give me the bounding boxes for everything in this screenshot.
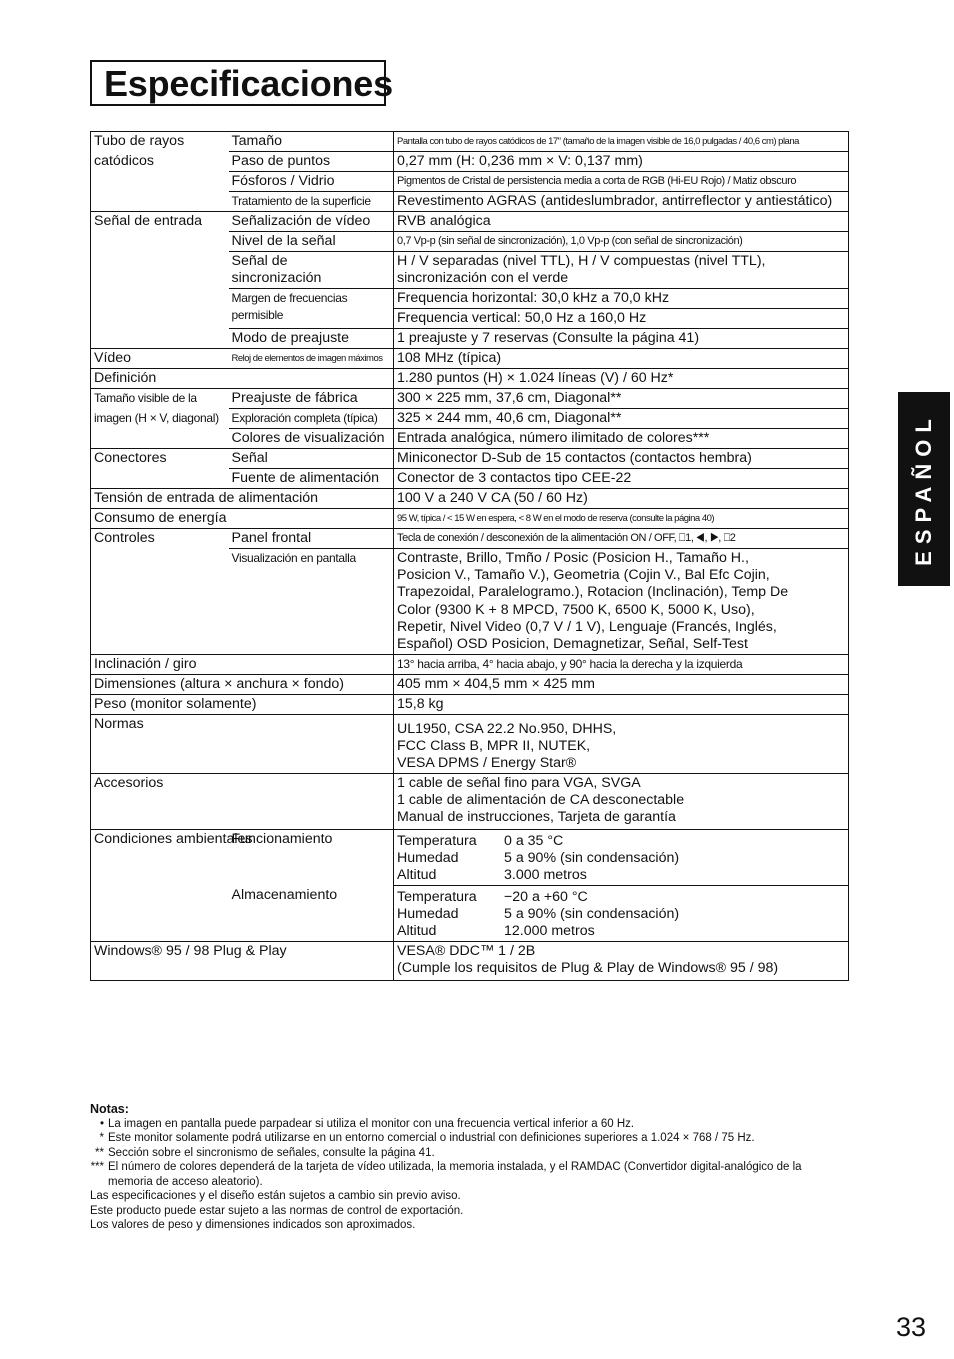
- env-key: Humedad: [397, 906, 459, 923]
- row-label: Normas: [91, 715, 394, 774]
- row-value: 15,8 kg: [394, 695, 849, 715]
- table-row: [91, 449, 849, 469]
- row-value: [394, 715, 849, 774]
- table-row: [91, 695, 849, 715]
- row-sublabel: Modo de preajuste: [229, 329, 394, 349]
- note-marker: *: [99, 1132, 104, 1144]
- table-row: [91, 675, 849, 695]
- row-value: Conector de 3 contactos tipo CEE-22: [394, 469, 849, 489]
- row-sublabel: Colores de visualización: [229, 429, 394, 449]
- row-value: 300 × 225 mm, 37,6 cm, Diagonal**: [394, 389, 849, 409]
- row-sublabel: Exploración completa (típica): [229, 409, 394, 429]
- table-row: [91, 389, 849, 409]
- row-value: Tecla de conexión / desconexión de la alimentación ON / OFF, ⎕1, ◀, ▶, ⎕2: [394, 529, 849, 549]
- row-value: 100 V a 240 V CA (50 / 60 Hz): [394, 489, 849, 509]
- row-value-line: Frequencia horizontal: 30,0 kHz a 70,0 kHz: [394, 289, 848, 309]
- env-value: 12.000 metros: [504, 923, 595, 940]
- table-row: [91, 942, 849, 981]
- note-plain: Este producto puede estar sujeto a las normas de control de exportación.: [90, 1204, 464, 1217]
- row-sublabel: Señalización de vídeo: [229, 212, 394, 232]
- note-item: [90, 1117, 850, 1132]
- row-sublabel: Visualización en pantalla: [229, 549, 394, 655]
- row-sublabel: [229, 252, 394, 289]
- table-row: [91, 469, 849, 489]
- table-row: [91, 655, 849, 675]
- table-row: [91, 409, 849, 429]
- row-value: 0,7 Vp-p (sin señal de sincronización), 1,0 Vp-p (con señal de sincronización): [394, 232, 849, 252]
- row-value-line: Repetir, Nivel Video (0,7 V / 1 V), Lenguaje (Francés, Inglés,: [397, 618, 777, 635]
- row-label: [91, 886, 229, 942]
- row-value: 13° hacia arriba, 4° hacia abajo, y 90° hacia la derecha y la izquierda: [394, 655, 849, 675]
- row-label: [91, 252, 229, 289]
- row-sublabel: Reloj de elementos de imagen máximos: [229, 349, 394, 369]
- row-label: [91, 192, 229, 212]
- table-row: [91, 830, 849, 886]
- row-label: Inclinación / giro: [91, 655, 394, 675]
- table-row: [91, 489, 849, 509]
- row-value-line: sincronización con el verde: [397, 270, 569, 286]
- row-label: [91, 232, 229, 252]
- table-row: [91, 232, 849, 252]
- row-value-line: Contraste, Brillo, Tmño / Posic (Posicion H., Tamaño H.,: [397, 550, 749, 566]
- row-value: Entrada analógica, número ilimitado de colores***: [394, 429, 849, 449]
- row-value: [394, 886, 849, 942]
- note-item: [90, 1146, 850, 1161]
- row-value: [394, 830, 849, 886]
- row-label: Tensión de entrada de alimentación: [91, 489, 394, 509]
- env-row: [397, 889, 845, 906]
- env-value: 5 a 90% (sin condensación): [504, 850, 680, 867]
- row-sublabel: Paso de puntos: [229, 152, 394, 172]
- page-title: Especificaciones: [104, 63, 393, 104]
- row-label: Consumo de energía: [91, 509, 394, 529]
- table-row: [91, 329, 849, 349]
- row-value: [394, 549, 849, 655]
- row-sublabel: Nivel de la señal: [229, 232, 394, 252]
- row-label: Accesorios: [91, 774, 394, 830]
- row-sublabel-line: permisible: [231, 308, 284, 322]
- row-sublabel: Tratamiento de la superficie: [229, 192, 394, 212]
- env-key: Humedad: [397, 850, 459, 867]
- env-value: 3.000 metros: [504, 867, 587, 884]
- row-label: [91, 549, 229, 655]
- row-sublabel: [229, 289, 394, 329]
- row-value: Pantalla con tubo de rayos catódicos de 17" (tamaño de la imagen visible de 16,0 pulgadas / 40,6 cm) plana: [394, 132, 849, 152]
- row-value: RVB analógica: [394, 212, 849, 232]
- env-row: [397, 867, 845, 884]
- row-label: Dimensiones (altura × anchura × fondo): [91, 675, 394, 695]
- row-label: Tubo de rayos: [91, 132, 229, 152]
- row-value: [394, 252, 849, 289]
- row-value-line: Trapezoidal, Paralelogramo.), Rotacion (Inclinación), Temp De: [397, 584, 789, 601]
- row-value-line: Posicion V., Tamaño V.), Geometria (Cojin V., Bal Efc Cojin,: [397, 567, 770, 584]
- note-text: Sección sobre el sincronismo de señales, consulte la página 41.: [108, 1146, 435, 1159]
- table-row: [91, 774, 849, 830]
- row-sublabel: Tamaño: [229, 132, 394, 152]
- row-label: catódicos: [91, 152, 229, 172]
- row-sublabel: Funcionamiento: [229, 830, 394, 886]
- row-value-line: Frequencia vertical: 50,0 Hz a 160,0 Hz: [397, 310, 647, 326]
- language-tab: [898, 392, 950, 586]
- row-label: [91, 172, 229, 192]
- table-row: [91, 192, 849, 212]
- env-value: −20 a +60 °C: [504, 889, 588, 906]
- row-value: 1.280 puntos (H) × 1.024 líneas (V) / 60 Hz*: [394, 369, 849, 389]
- row-value: Revestimento AGRAS (antideslumbrador, antirreflector y antiestático): [394, 192, 849, 212]
- row-value-line: 1 cable de señal fino para VGA, SVGA: [397, 775, 641, 792]
- note-text: La imagen en pantalla puede parpadear si utiliza el monitor con una frecuencia vertical inferior a 60 Hz.: [108, 1117, 635, 1130]
- table-row: [91, 132, 849, 152]
- env-key: Temperatura: [397, 833, 477, 850]
- page-number: 33: [896, 1312, 927, 1342]
- env-row: [397, 906, 845, 923]
- row-label: Tamaño visible de la: [91, 389, 229, 409]
- row-label: Windows® 95 / 98 Plug & Play: [91, 942, 394, 981]
- table-row: [91, 212, 849, 232]
- row-value: 325 × 244 mm, 40,6 cm, Diagonal**: [394, 409, 849, 429]
- table-row: [91, 152, 849, 172]
- row-label: [91, 329, 229, 349]
- row-value: Miniconector D-Sub de 15 contactos (contactos hembra): [394, 449, 849, 469]
- env-key: Altitud: [397, 867, 437, 884]
- row-sublabel: Señal: [229, 449, 394, 469]
- language-tab-label: ESPAÑOL: [911, 412, 936, 566]
- table-row: [91, 369, 849, 389]
- note-item: [90, 1131, 850, 1146]
- specifications-table: [90, 131, 849, 981]
- row-value-line: UL1950, CSA 22.2 No.950, DHHS,: [397, 721, 617, 738]
- note-text: El número de colores dependerá de la tarjeta de vídeo utilizada, la memoria instalada, y el RAMDAC (Convertidor digital-analógico de la memoria de acceso aleatorio).: [108, 1161, 802, 1188]
- table-row: [91, 289, 849, 329]
- env-row: [397, 833, 845, 850]
- note-plain: Las especificaciones y el diseño están sujetos a cambio sin previo aviso.: [90, 1190, 461, 1202]
- row-sublabel: Panel frontal: [229, 529, 394, 549]
- table-row: [91, 349, 849, 369]
- row-value: 1 preajuste y 7 reservas (Consulte la página 41): [394, 329, 849, 349]
- row-sublabel-line: Señal de: [231, 253, 288, 269]
- row-value-line: FCC Class B, MPR II, NUTEK,: [397, 738, 591, 755]
- env-value: 0 a 35 °C: [504, 833, 564, 850]
- title-box: [90, 60, 393, 106]
- env-key: Temperatura: [397, 889, 477, 906]
- row-label: Conectores: [91, 449, 229, 469]
- notes-section: [90, 1102, 850, 1233]
- note-marker: •: [99, 1117, 104, 1130]
- env-key: Altitud: [397, 923, 437, 940]
- note-item: [90, 1160, 850, 1189]
- note-plain: Los valores de peso y dimensiones indicados son aproximados.: [90, 1219, 416, 1231]
- row-value-line: VESA DPMS / Energy Star®: [397, 755, 577, 772]
- row-value: [394, 942, 849, 981]
- table-row: [91, 715, 849, 774]
- row-label: [91, 429, 229, 449]
- row-sublabel: Preajuste de fábrica: [229, 389, 394, 409]
- row-label: Condiciones ambientales: [91, 830, 229, 886]
- row-sublabel-line: sincronización: [231, 270, 322, 286]
- table-row: [91, 509, 849, 529]
- row-value: Pigmentos de Cristal de persistencia media a corta de RGB (Hi-EU Rojo) / Matiz obscuro: [394, 172, 849, 192]
- row-value-line: Español) OSD Posicion, Demagnetizar, Señal, Self-Test: [397, 636, 748, 653]
- env-row: [397, 923, 845, 940]
- row-label: Peso (monitor solamente): [91, 695, 394, 715]
- table-row: [91, 172, 849, 192]
- row-value-line: VESA® DDC™ 1 / 2B: [397, 943, 536, 960]
- table-row: [91, 549, 849, 655]
- row-label: Vídeo: [91, 349, 229, 369]
- notes-heading: Notas:: [90, 1102, 129, 1116]
- row-value: 405 mm × 404,5 mm × 425 mm: [394, 675, 849, 695]
- note-marker: ***: [90, 1161, 104, 1173]
- row-label: [91, 289, 229, 329]
- env-value: 5 a 90% (sin condensación): [504, 906, 680, 923]
- row-label: [91, 469, 229, 489]
- note-marker: **: [95, 1146, 104, 1159]
- row-value-line: (Cumple los requisitos de Plug & Play de Windows® 95 / 98): [397, 960, 779, 977]
- table-row: [91, 252, 849, 289]
- table-row: [91, 886, 849, 942]
- row-sublabel: Almacenamiento: [231, 886, 338, 903]
- row-sublabel: [229, 369, 394, 389]
- row-value: 95 W, típica / < 15 W en espera, < 8 W en el modo de reserva (consulte la página 40): [394, 509, 849, 529]
- row-label: imagen (H × V, diagonal): [91, 409, 229, 429]
- table-row: [91, 429, 849, 449]
- env-row: [397, 850, 845, 867]
- row-sublabel: Fósforos / Vidrio: [229, 172, 394, 192]
- table-row: [91, 529, 849, 549]
- row-value-line: Manual de instrucciones, Tarjeta de garantía: [397, 809, 676, 826]
- row-value-line: 1 cable de alimentación de CA desconectable: [397, 792, 685, 809]
- row-label: Definición: [91, 369, 229, 389]
- row-value: [394, 774, 849, 830]
- row-value: [394, 289, 849, 329]
- row-sublabel: Fuente de alimentación: [229, 469, 394, 489]
- row-label: Controles: [91, 529, 229, 549]
- row-sublabel-line: Margen de frecuencias: [231, 291, 348, 305]
- row-value-line: H / V separadas (nivel TTL), H / V compuestas (nivel TTL),: [397, 253, 766, 269]
- row-value: 108 MHz (típica): [394, 349, 849, 369]
- row-value: 0,27 mm (H: 0,236 mm × V: 0,137 mm): [394, 152, 849, 172]
- row-value-line: Color (9300 K + 8 MPCD, 7500 K, 6500 K, 5000 K, Uso),: [397, 601, 755, 618]
- note-text: Este monitor solamente podrá utilizarse en un entorno comercial o industrial con definiciones superiores a 1.024 × 768 / 75 Hz.: [108, 1132, 755, 1144]
- row-label: Señal de entrada: [91, 212, 229, 232]
